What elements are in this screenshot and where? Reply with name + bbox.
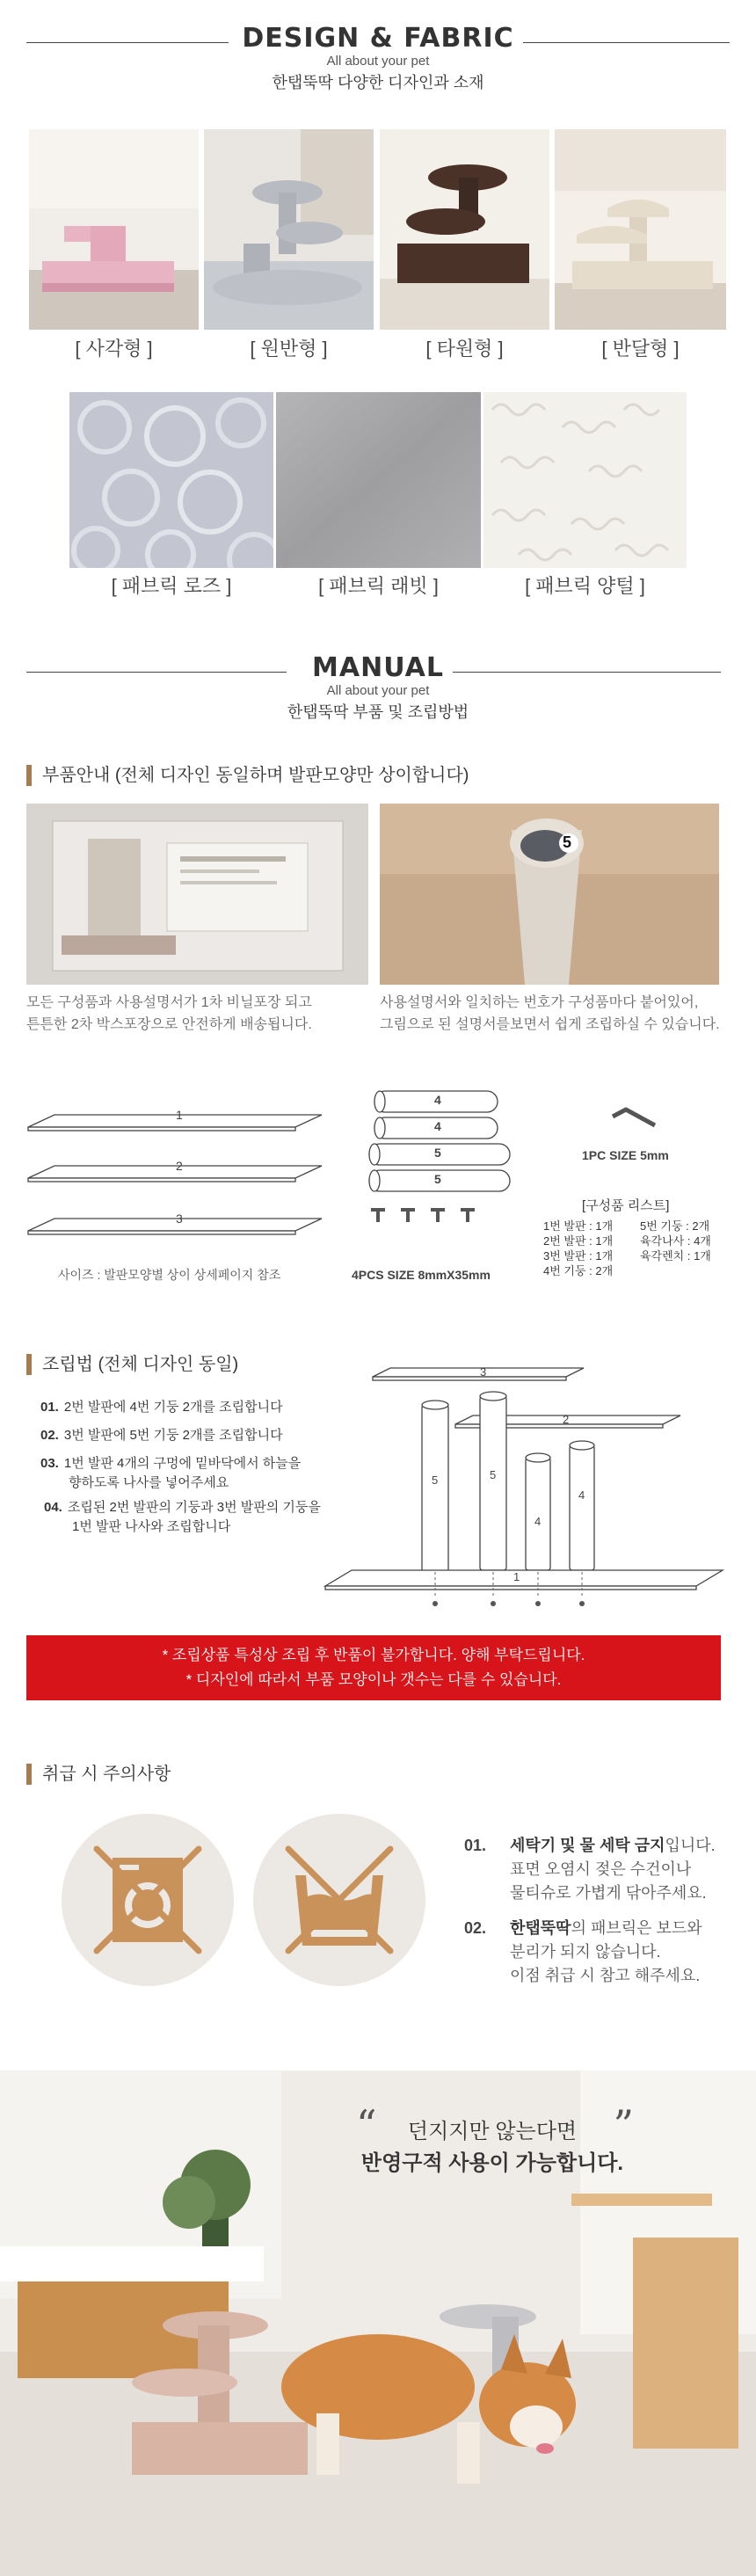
assembly-title: 조립법 (전체 디자인 동일) (26, 1354, 238, 1375)
component-list-item: 4번 기둥 : 2개 (543, 1264, 614, 1277)
post-number-label: 5 (563, 833, 572, 851)
assembly-step-4 (44, 1498, 321, 1517)
photo-oval-design (380, 129, 549, 330)
swatch-fabric-rabbit (276, 392, 481, 568)
care-text: 물티슈로 가볍게 닦아주세요. (510, 1884, 707, 1902)
divider-left (26, 672, 287, 673)
close-quote-icon: ” (613, 2101, 634, 2149)
divider-left (26, 42, 229, 43)
caption-fabric-3: [ 패브릭 양털 ] (525, 575, 645, 597)
caption-fabric-1: [ 패브릭 로즈 ] (111, 575, 232, 597)
assembly-step-3 (40, 1454, 301, 1474)
diagram-post-4a-label: 4 (534, 1515, 542, 1528)
swatch-fabric-wool (483, 392, 687, 568)
wrench-spec: 1PC SIZE 5mm (582, 1148, 669, 1162)
care-text: 이점 취급 시 참고 해주세요. (510, 1967, 701, 1984)
component-list-title: [구성품 리스트] (582, 1198, 670, 1213)
board-2-number: 2 (176, 1159, 183, 1173)
step-text: 조립된 2번 발판의 기둥과 3번 발판의 기둥을 (67, 1500, 321, 1515)
post-1-number: 4 (434, 1093, 441, 1107)
no-water-wash-icon (253, 1814, 425, 1986)
board-1-number: 1 (176, 1108, 183, 1122)
step-number: 04. (44, 1500, 62, 1515)
packaging-desc-line-2: 튼튼한 2차 박스포장으로 안전하게 배송됩니다. (26, 1017, 312, 1032)
photo-numbered-post (380, 804, 719, 985)
post-4-number: 5 (434, 1172, 441, 1186)
care-item-number: 02. (464, 1919, 487, 1937)
care-item-1 (464, 1834, 728, 1905)
care-text: 의 패브릭은 보드와 (571, 1919, 702, 1937)
manual-title: MANUAL (303, 652, 453, 683)
step-number: 02. (40, 1428, 59, 1443)
parts-guide-title: 부품안내 (전체 디자인 동일하며 발판모양만 상이합니다) (26, 765, 469, 786)
step-text: 3번 발판에 5번 기둥 2개를 조립합니다 (63, 1428, 283, 1443)
board-3-shape (28, 1219, 322, 1231)
assembly-step-3-cont (69, 1474, 229, 1493)
photo-packaged-parts (26, 804, 368, 985)
swatch-fabric-rose (69, 392, 273, 568)
care-text: 표면 오염시 젖은 수건이나 (510, 1860, 692, 1878)
component-list-item: 육각나사 : 4개 (640, 1234, 711, 1248)
caption-design-1: [ 사각형 ] (75, 338, 153, 360)
diagram-post-5a-label: 5 (432, 1474, 439, 1487)
step-text: 2번 발판에 4번 기둥 2개를 조립합니다 (63, 1400, 283, 1415)
photo-square-design (29, 129, 199, 330)
diagram-post-5b-label: 5 (490, 1468, 497, 1481)
step-text: 1번 발판 4개의 구멍에 밑바닥에서 하늘을 (63, 1456, 302, 1471)
board-2-shape (28, 1166, 322, 1178)
numbering-desc-line-1: 사용설명서와 일치하는 번호가 구성품마다 붙어있어, (380, 995, 699, 1010)
care-strong-text: 세탁기 및 물 세탁 금지 (510, 1837, 665, 1854)
caption-design-2: [ 원반형 ] (250, 338, 328, 360)
board-3-number: 3 (176, 1212, 183, 1226)
diagram-board-1-label: 1 (513, 1570, 520, 1583)
divider-right (447, 672, 721, 673)
assembly-step-1 (40, 1398, 283, 1417)
photo-round-design (204, 129, 374, 330)
design-section-header (0, 23, 756, 93)
packaging-desc-line-1: 모든 구성품과 사용설명서가 1차 비닐포장 되고 (26, 995, 312, 1010)
hero-line-2: 반영구적 사용이 가능합니다. (360, 2151, 624, 2175)
step-number: 01. (40, 1400, 59, 1415)
care-text: 입니다. (665, 1837, 716, 1854)
care-item-number: 01. (464, 1837, 487, 1854)
diagram-post-4b-label: 4 (578, 1488, 585, 1502)
manual-subtitle-en: All about your pet (326, 683, 430, 698)
care-title: 취급 시 주의사항 (26, 1764, 171, 1785)
warning-line-1: * 조립상품 특성상 조립 후 반품이 불가합니다. 양해 부탁드립니다. (162, 1647, 585, 1663)
caption-design-4: [ 반달형 ] (601, 338, 680, 360)
component-list-item: 2번 발판 : 1개 (543, 1234, 614, 1248)
component-list-item: 육각렌치 : 1개 (640, 1249, 711, 1263)
design-subtitle-en: All about your pet (326, 54, 430, 69)
packaging-description (26, 992, 378, 1036)
component-list-item: 3번 발판 : 1개 (543, 1249, 614, 1263)
component-list-item: 1번 발판 : 1개 (543, 1219, 614, 1233)
size-note: 사이즈 : 발판모양별 상이 상세페이지 참조 (58, 1268, 281, 1282)
assembly-diagram (316, 1361, 730, 1616)
step-number: 03. (40, 1456, 59, 1471)
diagram-board-2-label: 2 (563, 1413, 570, 1426)
photo-halfmoon-design (555, 129, 726, 330)
manual-section-header (0, 652, 756, 723)
open-quote-icon: “ (356, 2101, 377, 2149)
manual-subtitle-ko: 한탭뚝딱 부품 및 조립방법 (287, 703, 469, 721)
screw-spec: 4PCS SIZE 8mmX35mm (352, 1268, 491, 1282)
component-list-item: 5번 기둥 : 2개 (640, 1219, 710, 1233)
assembly-step-2 (40, 1426, 283, 1445)
care-text: 분리가 되지 않습니다. (510, 1943, 661, 1961)
numbering-desc-line-2: 그림으로 된 설명서를보면서 쉽게 조립하실 수 있습니다. (380, 1017, 720, 1032)
post-2-number: 4 (434, 1119, 441, 1133)
assembly-step-4-cont (72, 1517, 230, 1537)
post-3-number: 5 (434, 1146, 441, 1160)
board-1-shape (28, 1115, 322, 1127)
step-text: 1번 발판 나사와 조립합니다 (72, 1519, 231, 1534)
no-washing-machine-icon (62, 1814, 234, 1986)
numbering-description (380, 992, 731, 1036)
care-strong-text: 한탭뚝딱 (510, 1919, 571, 1937)
hero-line-1: 던지지만 않는다면 (407, 2120, 578, 2143)
diagram-board-3-label: 3 (480, 1365, 487, 1379)
hero-quote (347, 2101, 637, 2179)
step-text: 향하도록 나사를 넣어주세요 (69, 1475, 229, 1490)
caption-fabric-2: [ 패브릭 래빗 ] (318, 575, 439, 597)
warning-line-2: * 디자인에 따라서 부품 모양이나 갯수는 다를 수 있습니다. (185, 1671, 562, 1688)
design-subtitle-ko: 한탭뚝딱 다양한 디자인과 소재 (272, 74, 484, 91)
caption-design-3: [ 타원형 ] (425, 338, 504, 360)
assembly-warning-banner (26, 1635, 721, 1700)
divider-right (510, 42, 730, 43)
design-title: DESIGN & FABRIC (233, 23, 522, 54)
care-item-2 (464, 1917, 728, 1988)
